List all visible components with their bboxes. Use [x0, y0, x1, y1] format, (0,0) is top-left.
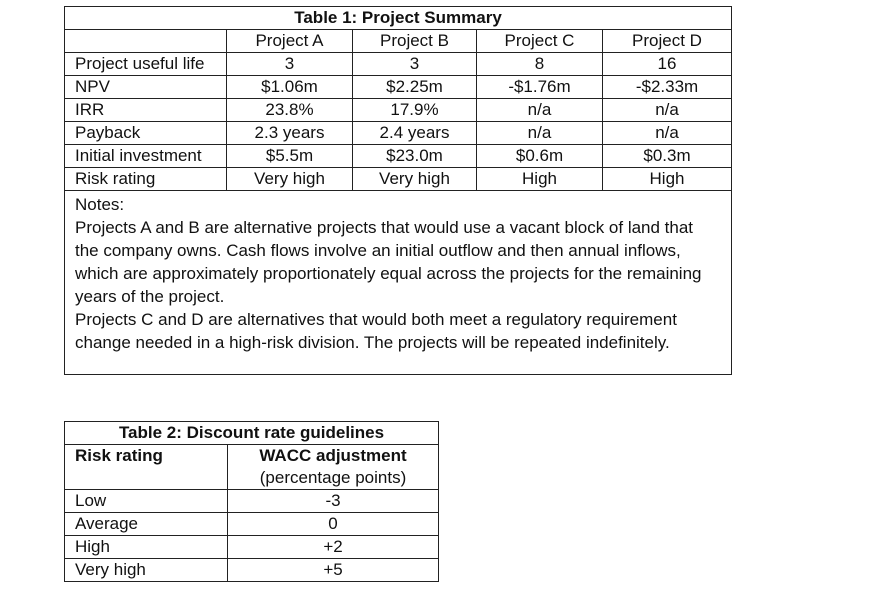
cell: 2.4 years [353, 122, 477, 145]
risk-average: Average [65, 513, 228, 536]
notes-cell [65, 191, 732, 375]
cell: High [603, 168, 732, 191]
header-wacc-adjustment [228, 445, 439, 490]
cell: Very high [353, 168, 477, 191]
table-row [65, 53, 732, 76]
risk-very-high: Very high [65, 559, 228, 582]
cell: n/a [477, 99, 603, 122]
cell: 16 [603, 53, 732, 76]
table-row [65, 168, 732, 191]
cell: -$1.76m [477, 76, 603, 99]
cell: 8 [477, 53, 603, 76]
cell: n/a [477, 122, 603, 145]
cell: +2 [228, 536, 439, 559]
header-risk-rating: Risk rating [65, 445, 228, 490]
table-row [65, 99, 732, 122]
row-label-npv: NPV [65, 76, 227, 99]
cell: $1.06m [227, 76, 353, 99]
table-row [65, 490, 439, 513]
header-project-c: Project C [477, 30, 603, 53]
cell: High [477, 168, 603, 191]
table-row [65, 559, 439, 582]
cell: Very high [227, 168, 353, 191]
project-summary-table [64, 6, 732, 375]
cell: -3 [228, 490, 439, 513]
table1-title: Table 1: Project Summary [65, 7, 732, 30]
table2-title: Table 2: Discount rate guidelines [65, 422, 439, 445]
header-project-d: Project D [603, 30, 732, 53]
notes-row [65, 191, 732, 375]
row-label-useful-life: Project useful life [65, 53, 227, 76]
row-label-irr: IRR [65, 99, 227, 122]
table-row [65, 536, 439, 559]
risk-low: Low [65, 490, 228, 513]
table-row [65, 513, 439, 536]
risk-high: High [65, 536, 228, 559]
cell: $0.6m [477, 145, 603, 168]
cell: 23.8% [227, 99, 353, 122]
wacc-adjustment-label: WACC adjustment [259, 446, 407, 465]
row-label-payback: Payback [65, 122, 227, 145]
row-label-initial-investment: Initial investment [65, 145, 227, 168]
notes-heading: Notes: [75, 195, 125, 214]
table2-header-row [65, 445, 439, 490]
table-row [65, 145, 732, 168]
cell: n/a [603, 99, 732, 122]
cell: 17.9% [353, 99, 477, 122]
table-row [65, 76, 732, 99]
cell: 3 [227, 53, 353, 76]
discount-rate-table [64, 421, 439, 582]
cell: $2.25m [353, 76, 477, 99]
table1-header-row [65, 30, 732, 53]
cell: +5 [228, 559, 439, 582]
cell: $23.0m [353, 145, 477, 168]
cell: -$2.33m [603, 76, 732, 99]
row-label-risk-rating: Risk rating [65, 168, 227, 191]
table-row [65, 122, 732, 145]
note-projects-c-d: Projects C and D are alternatives that would both meet a regulatory requirement change needed in a high-risk division. The projects will be repeated indefinitely. [75, 310, 677, 352]
cell: 0 [228, 513, 439, 536]
cell: $0.3m [603, 145, 732, 168]
header-project-b: Project B [353, 30, 477, 53]
cell: $5.5m [227, 145, 353, 168]
note-projects-a-b: Projects A and B are alternative projects that would use a vacant block of land that the company owns. Cash flows involve an initial outflow and then annual inflows, which are approximately proportionately equal across the projects for the remaining years of the project. [75, 218, 702, 306]
cell: 2.3 years [227, 122, 353, 145]
table1-corner-cell [65, 30, 227, 53]
cell: n/a [603, 122, 732, 145]
cell: 3 [353, 53, 477, 76]
wacc-adjustment-unit: (percentage points) [259, 468, 407, 487]
header-project-a: Project A [227, 30, 353, 53]
